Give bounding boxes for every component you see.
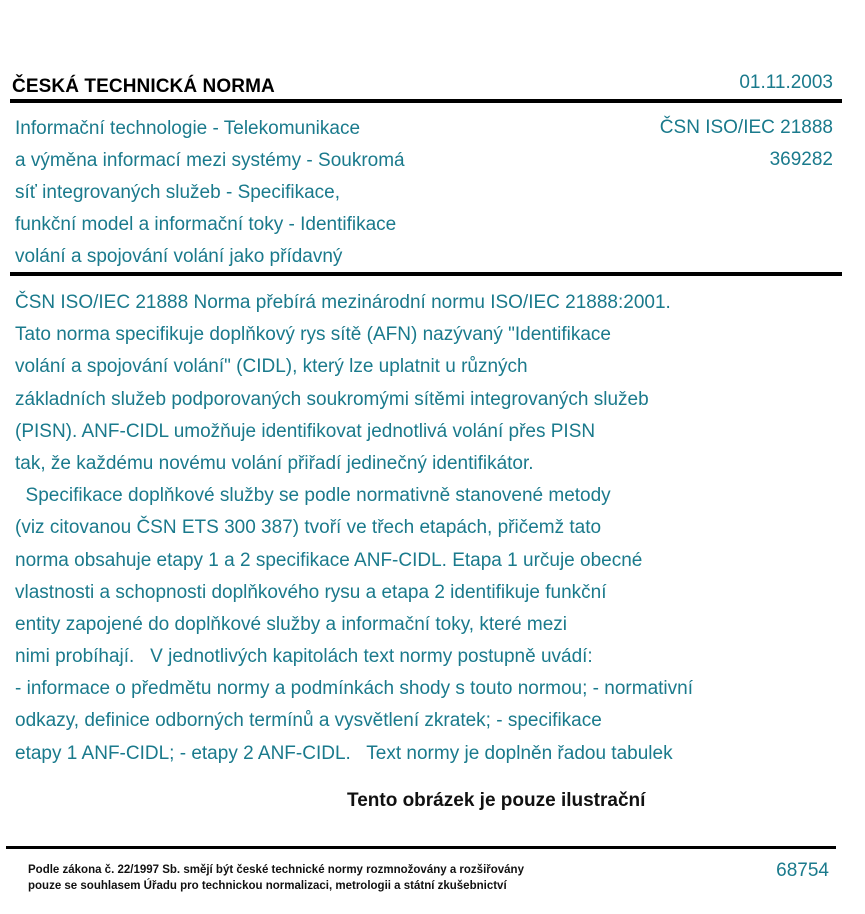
catalog-number: 68754 <box>776 860 829 881</box>
legal-notice-line: pouze se souhlasem Úřadu pro technickou normalizaci, metrologii a státní zkušebnictví <box>28 880 507 892</box>
standard-code: ČSN ISO/IEC 21888 <box>659 117 833 138</box>
body-line: norma obsahuje etapy 1 a 2 specifikace ANF-CIDL. Etapa 1 určuje obecné <box>15 549 643 571</box>
legal-notice-line: Podle zákona č. 22/1997 Sb. smějí být české technické normy rozmnožovány a rozšiřovány <box>28 864 524 876</box>
publication-date: 01.11.2003 <box>739 72 833 93</box>
legal-notice <box>28 862 524 894</box>
body-line: (PISN). ANF-CIDL umožňuje identifikovat jednotlivá volání přes PISN <box>15 420 596 442</box>
title-divider <box>10 272 842 276</box>
body-line: odkazy, definice odborných termínů a vysvětlení zkratek; - specifikace <box>15 710 602 732</box>
standard-title-line: Informační technologie - Telekomunikace <box>15 118 361 139</box>
annotation-body <box>15 287 693 770</box>
illustration-note: Tento obrázek je pouze ilustrační <box>347 790 646 811</box>
body-line: (viz citovanou ČSN ETS 300 387) tvoří ve třech etapách, přičemž tato <box>15 517 602 539</box>
body-line: Tato norma specifikuje doplňkový rys sítě (AFN) nazývaný "Identifikace <box>15 324 611 346</box>
body-line: základních služeb podporovaných soukromými sítěmi integrovaných služeb <box>15 388 649 410</box>
body-line: tak, že každému novému volání přiřadí jedinečný identifikátor. <box>15 452 534 474</box>
body-line: etapy 1 ANF-CIDL; - etapy 2 ANF-CIDL. Text normy je doplněn řadou tabulek <box>15 742 673 764</box>
body-line: ČSN ISO/IEC 21888 Norma přebírá mezinárodní normu ISO/IEC 21888:2001. <box>15 292 671 313</box>
classification-number: 369282 <box>769 149 833 170</box>
standard-title-line: funkční model a informační toky - Identifikace <box>15 214 397 235</box>
standard-title-line: síť integrovaných služeb - Specifikace, <box>15 182 341 203</box>
body-line: vlastnosti a schopnosti doplňkového rysu a etapa 2 identifikuje funkční <box>15 581 607 603</box>
body-line: Specifikace doplňkové služby se podle normativně stanovené metody <box>15 485 611 507</box>
document-type-title: ČESKÁ TECHNICKÁ NORMA <box>12 76 275 97</box>
body-line: entity zapojené do doplňkové služby a informační toky, které mezi <box>15 613 567 635</box>
body-line: nimi probíhají. V jednotlivých kapitolách text normy postupně uvádí: <box>15 646 593 668</box>
body-line: volání a spojování volání" (CIDL), který lze uplatnit u různých <box>15 356 528 378</box>
header-divider <box>10 99 842 103</box>
footer-divider <box>6 846 836 849</box>
body-line: - informace o předmětu normy a podmínkách shody s touto normou; - normativní <box>15 678 693 700</box>
standard-title-line: volání a spojování volání jako přídavný <box>15 246 343 267</box>
standard-title <box>15 113 405 273</box>
standard-title-line: a výměna informací mezi systémy - Soukromá <box>15 150 405 171</box>
